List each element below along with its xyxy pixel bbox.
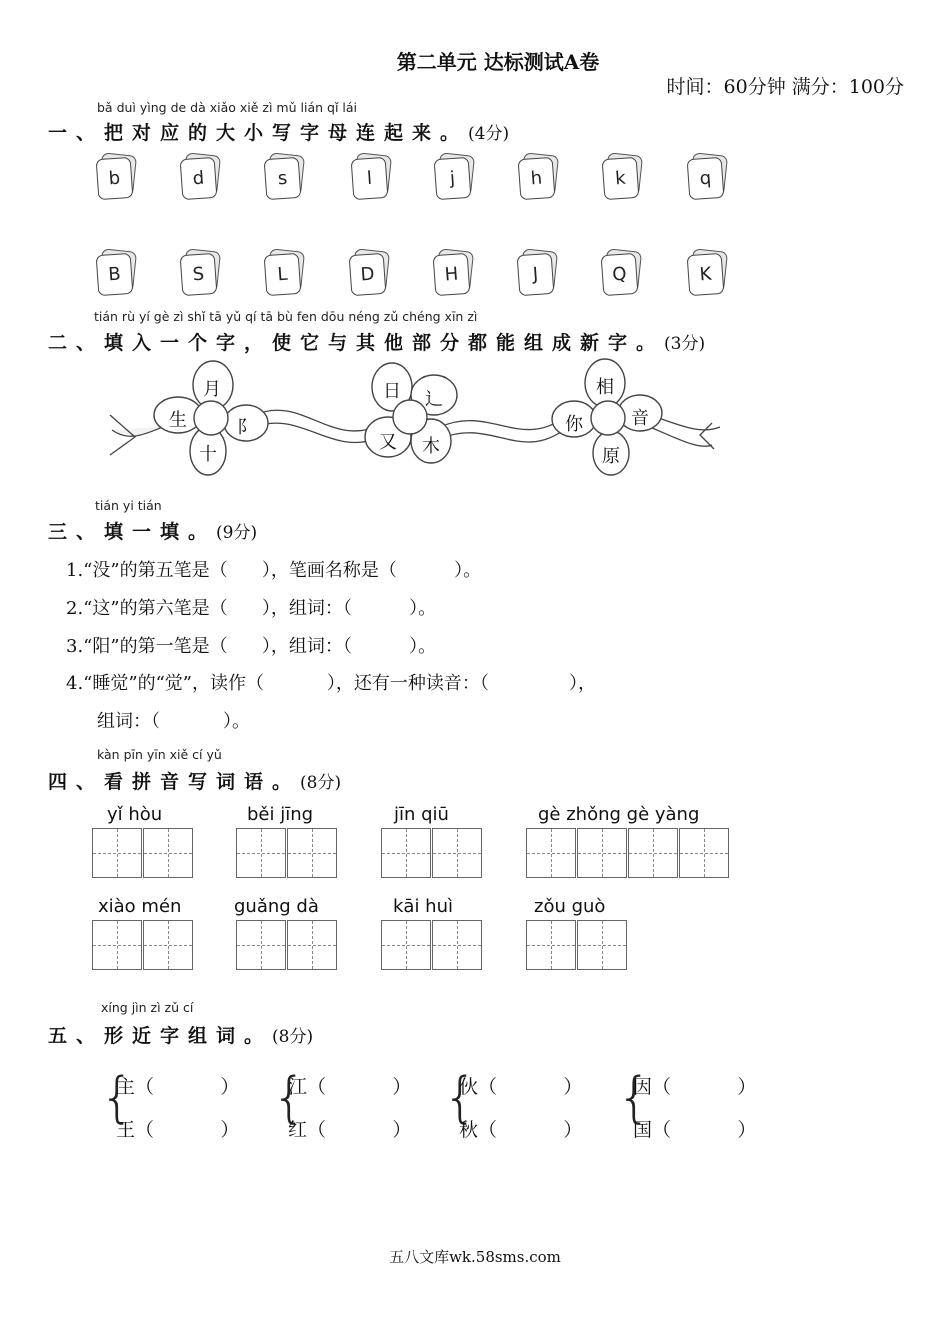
writing-cell[interactable] [577,828,627,878]
question-2[interactable]: 2.“这”的第六笔是（ ），组词：（ ）。 [66,598,437,619]
letter: D [349,253,387,296]
letter: L [264,253,302,296]
s4-text: 看拼音写词语。 [104,771,301,793]
writing-cell[interactable] [143,828,193,878]
s2-heading [48,328,705,355]
letter: Q [601,253,639,296]
question-4-cont[interactable]: 组词：（ ）。 [97,711,250,732]
s4-number: 四、 [48,771,105,793]
flower2-top: 日 [383,381,401,402]
writing-cell[interactable] [679,828,729,878]
letter: H [433,253,471,296]
flower3-bottom: 原 [602,446,620,467]
word-5-pinyin: xiào mén [98,896,182,917]
letter: q [687,157,725,200]
writing-cell[interactable] [236,920,286,970]
letter-card[interactable] [265,154,303,198]
pair-3b[interactable]: 秋（ ） [459,1119,583,1141]
flower1-left: 生 [169,410,187,431]
brace-icon: { [272,1066,307,1129]
letter-card[interactable] [265,250,303,294]
s3-pinyin: tián yi tián [95,498,162,513]
word-8-pinyin: zǒu guò [534,896,606,917]
s2-text: 填入一个字，使它与其他部分都能组成新字。 [104,332,665,354]
letter: J [517,253,555,296]
flower2-bottom: 木 [422,436,440,457]
writing-cell[interactable] [143,920,193,970]
letter: d [180,157,218,200]
s4-heading [48,767,341,794]
letter-card[interactable] [434,250,472,294]
s3-text: 填一填。 [104,521,217,543]
flower1-top: 月 [203,379,221,400]
letter-card[interactable] [518,250,556,294]
letter-card[interactable] [97,154,135,198]
s5-pinyin: xíng jìn zì zǔ cí [101,1000,194,1015]
s5-number: 五、 [48,1025,105,1047]
writing-cell[interactable] [577,920,627,970]
letter: B [96,253,134,296]
letter-card[interactable] [602,250,640,294]
s5-heading [48,1021,313,1048]
s5-text: 形近字组词。 [104,1025,273,1047]
flower1-bottom: 十 [199,444,217,465]
letter: h [518,157,556,200]
s3-points: (9分) [216,523,258,543]
word-6-pinyin: guǎng dà [234,896,319,917]
s5-points: (8分) [272,1027,314,1047]
writing-cell[interactable] [381,920,431,970]
letter-card[interactable] [688,250,726,294]
writing-cell[interactable] [432,920,482,970]
time-score-info: 时间：60分钟 满分：100分 [666,76,904,98]
letter: j [434,157,472,200]
s1-heading [48,118,509,145]
flower2-right: 辶 [425,389,443,410]
letter-card[interactable] [519,154,557,198]
pair-1a[interactable]: 主（ ） [116,1076,240,1098]
flower3-left: 你 [565,414,583,435]
question-4[interactable]: 4.“睡觉”的“觉”，读作（ ），还有一种读音：（ ）， [66,673,597,694]
brace-icon: { [617,1066,652,1129]
s2-pinyin: tián rù yí gè zì shǐ tā yǔ qí tā bù fen dōu néng zǔ chéng xīn zì [94,309,478,324]
letter: l [351,157,389,200]
pair-3a[interactable]: 伙（ ） [459,1076,583,1098]
flower3-top: 相 [596,377,614,398]
writing-cell[interactable] [526,828,576,878]
s4-pinyin: kàn pīn yīn xiě cí yǔ [97,747,222,762]
s1-pinyin: bǎ duì yìng de dà xiǎo xiě zì mǔ lián qǐ lái [97,100,357,115]
flower-ribbon-illustration [0,355,950,485]
question-3[interactable]: 3.“阳”的第一笔是（ ），组词：（ ）。 [66,636,437,657]
writing-cell[interactable] [287,920,337,970]
letter: S [180,253,218,296]
letter-card[interactable] [97,250,135,294]
word-7-pinyin: kāi huì [393,896,453,917]
pair-4b[interactable]: 国（ ） [633,1119,757,1141]
brace-icon: { [100,1066,135,1129]
writing-cell[interactable] [92,920,142,970]
s1-text: 把对应的大小写字母连起来。 [104,122,469,144]
page-title: 第二单元 达标测试A卷 [396,50,600,74]
writing-cell[interactable] [287,828,337,878]
letter: b [96,157,134,200]
flower3-right: 音 [631,408,649,429]
s1-number: 一、 [48,122,105,144]
letter-card[interactable] [181,154,219,198]
question-1[interactable]: 1.“没”的第五笔是（ ），笔画名称是（ ）。 [66,560,482,581]
word-2-pinyin: běi jīng [247,804,314,825]
letter-card[interactable] [603,154,641,198]
pair-1b[interactable]: 王（ ） [116,1119,240,1141]
s4-points: (8分) [300,773,342,793]
word-1-pinyin: yǐ hòu [107,804,163,825]
pair-4a[interactable]: 因（ ） [633,1076,757,1098]
writing-cell[interactable] [526,920,576,970]
brace-icon: { [443,1066,478,1129]
letter-card[interactable] [688,154,726,198]
word-4-pinyin: gè zhǒng gè yàng [538,804,700,825]
pair-2a[interactable]: 江（ ） [288,1076,412,1098]
pair-2b[interactable]: 红（ ） [288,1119,412,1141]
flower1-right: 阝 [237,417,255,438]
writing-cell[interactable] [432,828,482,878]
writing-cell[interactable] [236,828,286,878]
letter: k [602,157,640,200]
letter-card[interactable] [350,250,388,294]
writing-cell[interactable] [381,828,431,878]
s2-number: 二、 [48,332,105,354]
letter-card[interactable] [435,154,473,198]
s3-number: 三、 [48,521,105,543]
writing-cell[interactable] [628,828,678,878]
writing-cell[interactable] [92,828,142,878]
s3-heading [48,517,257,544]
letter: s [264,157,302,200]
letter-card[interactable] [181,250,219,294]
s1-points: (4分) [468,124,510,144]
letter-card[interactable] [352,154,390,198]
word-3-pinyin: jīn qiū [394,804,449,825]
footer-watermark: 五八文库wk.58sms.com [389,1248,561,1266]
flower2-left: 又 [379,432,397,453]
s2-points: (3分) [664,334,706,354]
letter: K [687,253,725,296]
